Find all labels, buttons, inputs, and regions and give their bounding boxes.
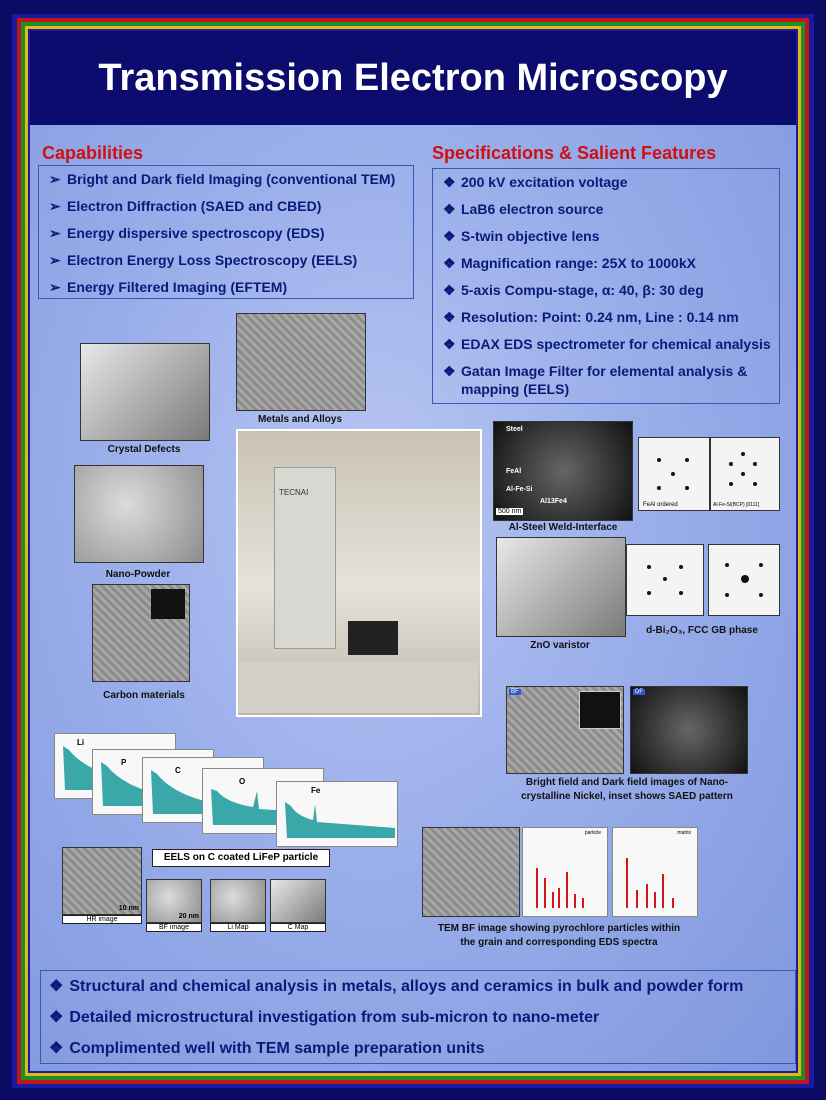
carbon-materials-image bbox=[92, 584, 190, 682]
nano-powder-caption: Nano-Powder bbox=[105, 569, 171, 580]
eels-spectrum-fe bbox=[276, 781, 398, 847]
desk bbox=[238, 661, 478, 713]
crystal-defects-caption: Crystal Defects bbox=[107, 444, 181, 455]
diffraction-alfesi-image bbox=[710, 437, 780, 511]
capability-item: ➢ Bright and Dark field Imaging (conventional TEM) bbox=[39, 166, 413, 193]
capability-item: ➢ Electron Diffraction (SAED and CBED) bbox=[39, 193, 413, 220]
eds-spectrum-particle bbox=[522, 827, 608, 917]
feal-ordered-label: FeAl ordered bbox=[643, 502, 678, 508]
fe-spectrum-curve bbox=[277, 782, 397, 846]
spec-item: ❖ Magnification range: 25X to 1000kX bbox=[433, 250, 779, 277]
microscope-column bbox=[274, 467, 336, 649]
hr-image-label: HR image bbox=[62, 915, 142, 924]
al13fe4-label: Al13Fe4 bbox=[540, 498, 567, 505]
bf-image bbox=[146, 879, 202, 923]
pyrochlore-caption-line2: the grain and corresponding EDS spectra bbox=[460, 937, 658, 948]
weld-interface-image bbox=[493, 421, 633, 521]
bi2o3-caption: d-Bi₂O₃, FCC GB phase bbox=[646, 625, 758, 636]
eels-p-label: P bbox=[121, 758, 127, 767]
nano-powder-image bbox=[74, 465, 204, 563]
eels-c-label: C bbox=[175, 766, 181, 775]
diffraction-bi2o3-1 bbox=[626, 544, 704, 616]
diamond-bullet-icon: ❖ bbox=[443, 201, 456, 217]
scale-10nm: 10 nm bbox=[118, 905, 139, 912]
pyrochlore-tem-image bbox=[422, 827, 520, 917]
dark-field-image bbox=[630, 686, 748, 774]
spec-item: ❖ 5-axis Compu-stage, α: 40, β: 30 deg bbox=[433, 277, 779, 304]
spec-item: ❖ Gatan Image Filter for elemental analysis & bbox=[443, 363, 748, 379]
diamond-bullet-icon: ❖ bbox=[443, 174, 456, 190]
diamond-bullet-icon: ❖ bbox=[49, 1040, 64, 1057]
bf-df-caption-line2: crystalline Nickel, inset shows SAED pattern bbox=[521, 791, 733, 802]
saed-inset bbox=[579, 691, 621, 729]
c-map-image bbox=[270, 879, 326, 923]
alfesi-bcp-label: Al-Fe-Si(BCP) [0111] bbox=[713, 502, 760, 508]
diamond-bullet-icon: ❖ bbox=[443, 255, 456, 271]
tem-microscope-photo bbox=[236, 429, 482, 717]
specs-heading: Specifications & Salient Features bbox=[432, 143, 717, 163]
monitor bbox=[348, 621, 398, 655]
poster-panel bbox=[30, 31, 796, 1071]
diffraction-feal-image bbox=[638, 437, 710, 511]
diamond-bullet-icon: ❖ bbox=[443, 363, 456, 379]
pyrochlore-caption-line1: TEM BF image showing pyrochlore particles within bbox=[437, 923, 681, 934]
eels-fe-label: Fe bbox=[311, 786, 321, 795]
diamond-bullet-icon: ❖ bbox=[49, 978, 64, 995]
metals-alloys-image bbox=[236, 313, 366, 411]
diamond-bullet-icon: ❖ bbox=[443, 309, 456, 325]
c-map-label: C Map bbox=[270, 923, 326, 932]
capability-item: ➢ Energy Filtered Imaging (EFTEM) bbox=[39, 274, 413, 301]
diamond-bullet-icon: ❖ bbox=[443, 282, 456, 298]
spec-item: ❖ Resolution: Point: 0.24 nm, Line : 0.14 nm bbox=[433, 304, 779, 331]
weld-caption: Al-Steel Weld-Interface bbox=[508, 522, 618, 533]
zno-varistor-image bbox=[496, 537, 626, 637]
capability-item: ➢ Energy dispersive spectroscopy (EDS) bbox=[39, 220, 413, 247]
summary-box bbox=[40, 970, 796, 1064]
summary-item: ❖ Structural and chemical analysis in metals, alloys and ceramics in bulk and powder form bbox=[49, 978, 744, 995]
arrow-bullet-icon: ➢ bbox=[49, 198, 61, 214]
eels-o-label: O bbox=[239, 777, 246, 786]
arrow-bullet-icon: ➢ bbox=[49, 279, 61, 295]
arrow-bullet-icon: ➢ bbox=[49, 171, 61, 187]
scale-20nm: 20 nm bbox=[178, 913, 199, 920]
poster-title: Transmission Electron Microscopy bbox=[30, 31, 796, 125]
matrix-label: matrix bbox=[677, 830, 691, 836]
bf-df-caption-line1: Bright field and Dark field images of Nano- bbox=[525, 777, 729, 788]
li-map-label: Li Map bbox=[210, 923, 266, 932]
eels-caption: EELS on C coated LiFeP particle bbox=[152, 849, 330, 867]
diamond-bullet-icon: ❖ bbox=[49, 1009, 64, 1026]
bright-field-image bbox=[506, 686, 624, 774]
saed-inset bbox=[151, 589, 185, 619]
arrow-bullet-icon: ➢ bbox=[49, 225, 61, 241]
metals-alloys-caption: Metals and Alloys bbox=[257, 414, 343, 425]
li-map-image bbox=[210, 879, 266, 923]
eels-li-label: Li bbox=[77, 738, 85, 747]
diamond-bullet-icon: ❖ bbox=[443, 336, 456, 352]
diamond-bullet-icon: ❖ bbox=[443, 228, 456, 244]
bf-label: BF bbox=[511, 689, 519, 695]
arrow-bullet-icon: ➢ bbox=[49, 252, 61, 268]
carbon-materials-caption: Carbon materials bbox=[103, 690, 185, 701]
particle-eds-peaks bbox=[523, 828, 607, 916]
steel-label: Steel bbox=[506, 426, 523, 433]
feal-label: FeAl bbox=[506, 468, 522, 475]
microscope-brand-label: TECNAI bbox=[279, 488, 309, 497]
capability-item: ➢ Electron Energy Loss Spectroscopy (EELS) bbox=[39, 247, 413, 274]
df-label: DF bbox=[635, 689, 643, 695]
spec-item: ❖ 200 kV excitation voltage bbox=[433, 169, 779, 196]
crystal-defects-image bbox=[80, 343, 210, 441]
spec-item-continued: mapping (EELS) bbox=[461, 381, 570, 397]
eds-spectrum-matrix bbox=[612, 827, 698, 917]
summary-item: ❖ Complimented well with TEM sample preparation units bbox=[49, 1040, 485, 1057]
hr-image bbox=[62, 847, 142, 915]
zno-caption: ZnO varistor bbox=[530, 640, 590, 651]
spec-item: ❖ EDAX EDS spectrometer for chemical analysis bbox=[433, 331, 779, 358]
capabilities-list bbox=[38, 165, 414, 299]
spec-item: ❖ LaB6 electron source bbox=[433, 196, 779, 223]
spec-item: ❖ S-twin objective lens bbox=[433, 223, 779, 250]
scale-bar: 500 nm bbox=[498, 508, 522, 515]
capabilities-heading: Capabilities bbox=[42, 143, 144, 163]
diffraction-bi2o3-2 bbox=[708, 544, 780, 616]
bf-image-label: BF image bbox=[146, 923, 202, 932]
alfesi-label: Al-Fe-Si bbox=[506, 486, 533, 493]
particle-label: particle bbox=[584, 830, 601, 836]
matrix-eds-peaks bbox=[613, 828, 697, 916]
summary-item: ❖ Detailed microstructural investigation from sub-micron to nano-meter bbox=[49, 1009, 600, 1026]
specs-list bbox=[432, 168, 780, 404]
